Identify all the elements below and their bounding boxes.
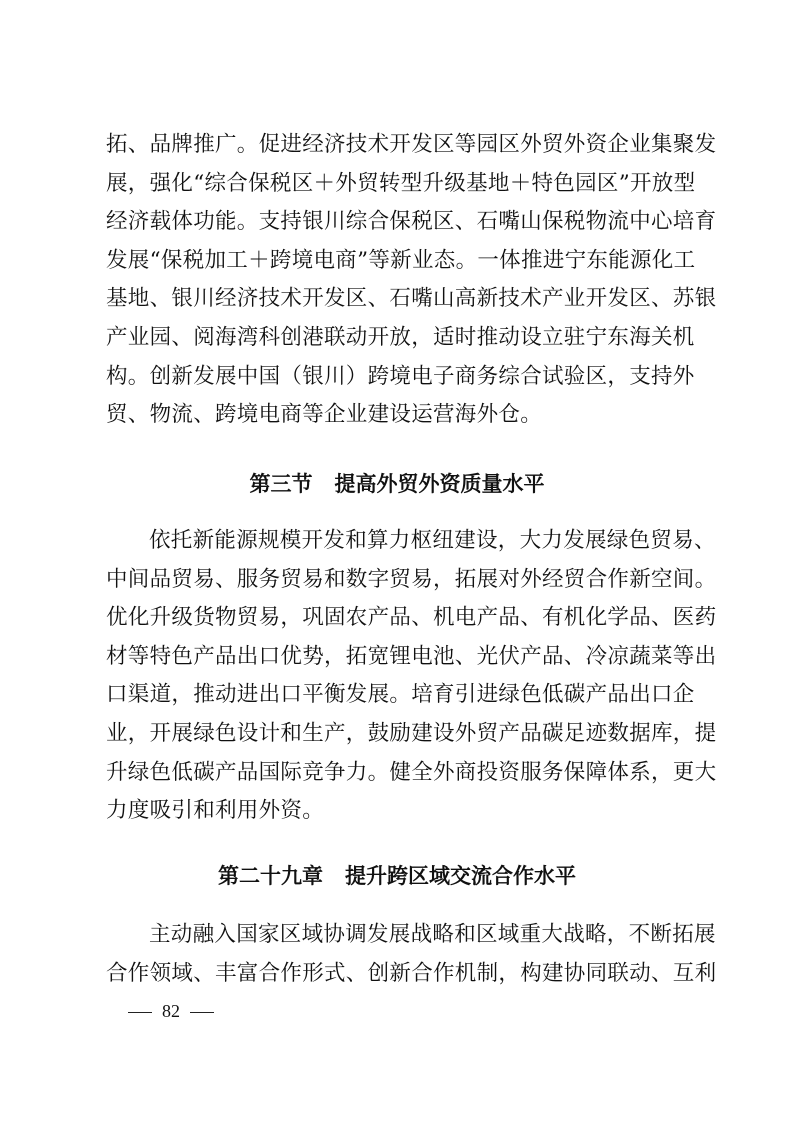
text-line: 贸、物流、跨境电商等企业建设运营海外仓。: [106, 402, 543, 428]
paragraph-trade-quality: [106, 522, 717, 831]
footer-dash-left: [128, 1012, 152, 1013]
paragraph-continuation: [106, 126, 717, 435]
text-line: 经济载体功能。支持银川综合保税区、石嘴山保税物流中心培育: [106, 209, 717, 235]
text-line: 发展“保税加工＋跨境电商”等新业态。一体推进宁东能源化工: [106, 247, 696, 273]
footer-dash-right: [190, 1012, 214, 1013]
chapter-heading: [0, 856, 794, 896]
text-line: 优化升级货物贸易，巩固农产品、机电产品、有机化学品、医药: [106, 605, 717, 631]
text-line: 口渠道，推动进出口平衡发展。培育引进绿色低碳产品出口企: [106, 682, 695, 708]
text-line: 产业园、阅海湾科创港联动开放，适时推动设立驻宁东海关机: [106, 324, 695, 350]
text-line: 构。创新发展中国（银川）跨境电子商务综合试验区，支持外: [106, 363, 695, 389]
text-line: 升绿色低碳产品国际竞争力。健全外商投资服务保障体系，更大: [106, 759, 717, 785]
text-line: 展，强化“综合保税区＋外贸转型升级基地＋特色园区”开放型: [106, 170, 696, 196]
text-line: 基地、银川经济技术开发区、石嘴山高新技术产业开发区、苏银: [106, 286, 717, 312]
text-line: 材等特色产品出口优势，拓宽锂电池、光伏产品、冷凉蔬菜等出: [106, 643, 717, 669]
section-heading: [0, 464, 794, 504]
paragraph-regional-cooperation: [106, 916, 717, 993]
text-line: 中间品贸易、服务贸易和数字贸易，拓展对外经贸合作新空间。: [106, 566, 717, 592]
text-line: 合作领域、丰富合作形式、创新合作机制，构建协同联动、互利: [106, 960, 717, 986]
section-number: 第三节: [249, 472, 313, 496]
chapter-title: 提升跨区域交流合作水平: [345, 864, 576, 888]
section-title: 提高外贸外资质量水平: [334, 472, 545, 496]
text-line: 拓、品牌推广。促进经济技术开发区等园区外贸外资企业集聚发: [106, 132, 717, 157]
page-footer: [118, 996, 224, 1026]
page-number: 82: [162, 1001, 180, 1021]
text-line: 主动融入国家区域协调发展战略和区域重大战略，不断拓展: [149, 922, 716, 947]
chapter-number: 第二十九章: [218, 864, 323, 888]
text-line: 力度吸引和利用外资。: [106, 798, 325, 824]
text-line: 依托新能源规模开发和算力枢纽建设，大力发展绿色贸易、: [149, 528, 716, 553]
text-line: 业，开展绿色设计和生产，鼓励建设外贸产品碳足迹数据库，提: [106, 720, 717, 746]
